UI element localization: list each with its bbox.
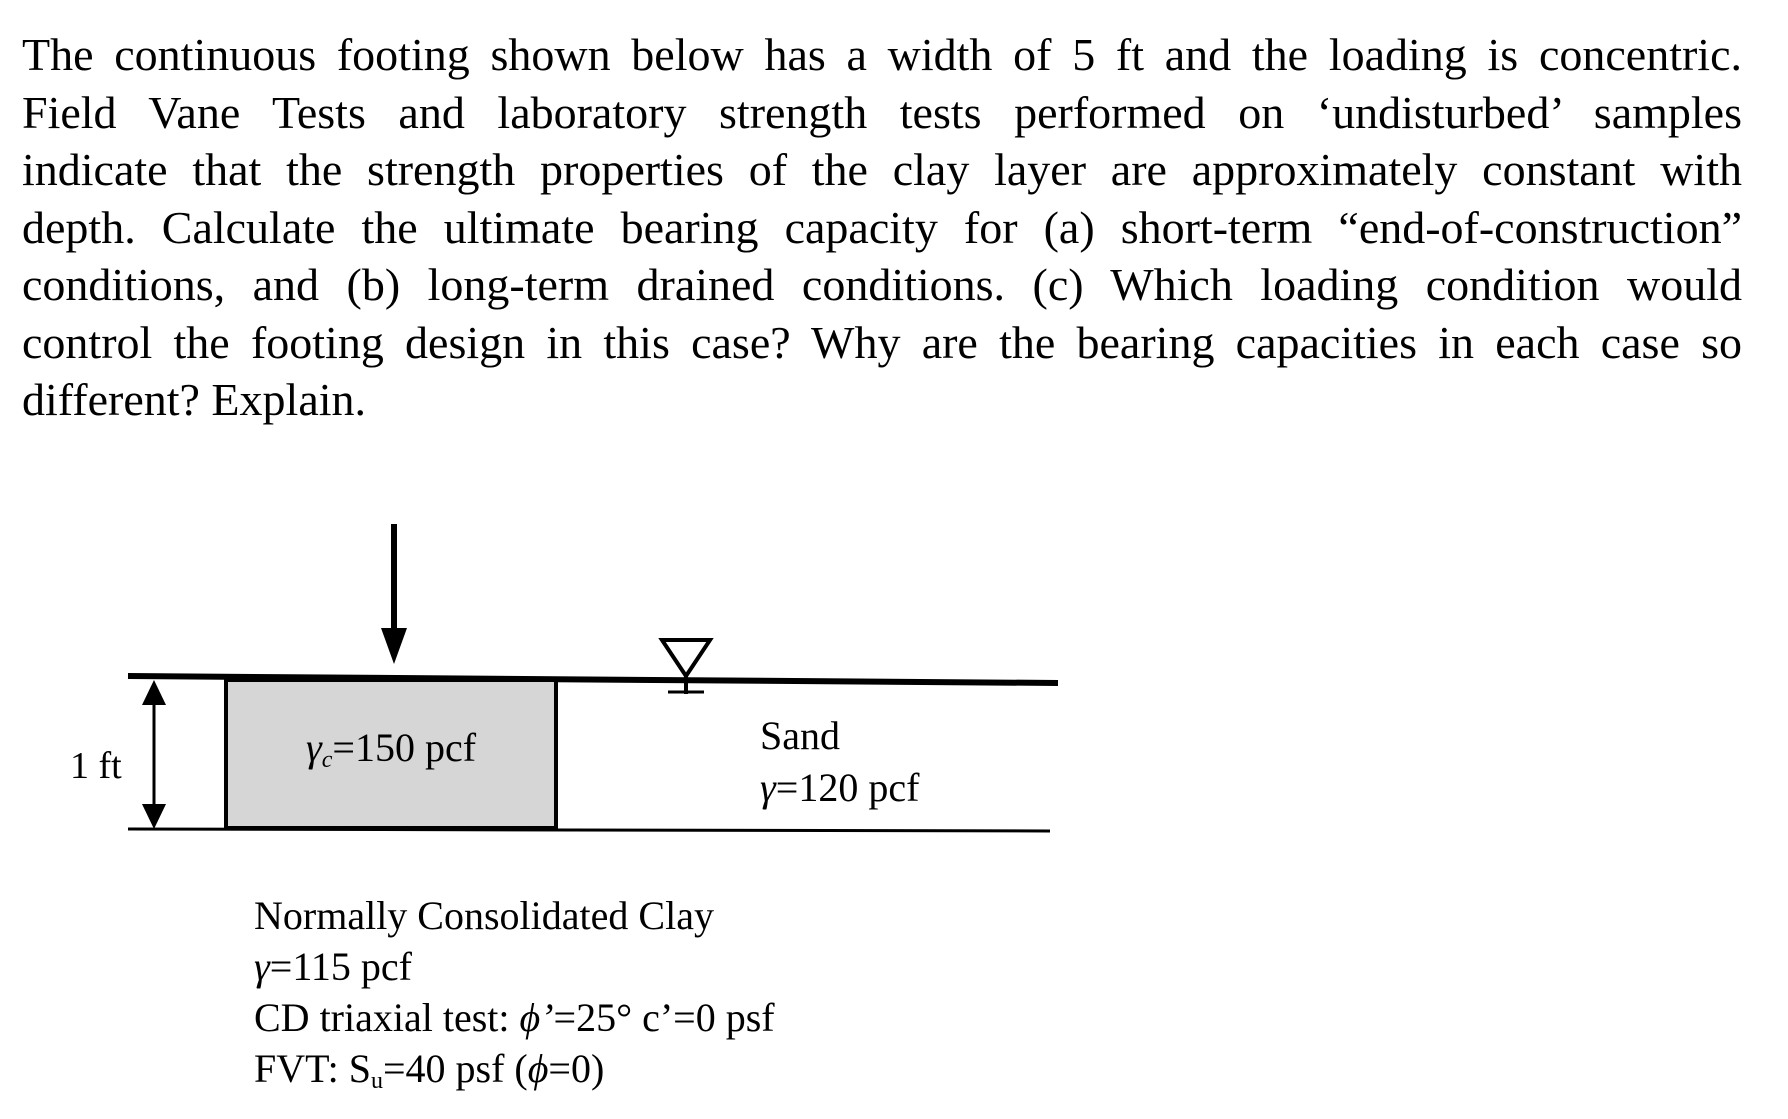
gamma-symbol: γ [306,725,322,770]
cd-triaxial-values: =25° c’=0 psf [553,995,775,1040]
problem-line: control the footing design in this case? Why are the bearing capacities in each case so [22,316,1742,368]
sand-unit-weight-label [760,764,919,812]
sand-label: Sand [760,713,840,758]
footing-unit-weight-label [306,724,476,784]
cd-triaxial-result [254,992,775,1043]
fvt-end: =0) [548,1046,605,1091]
problem-line: different? Explain. [22,374,367,425]
problem-line: conditions, and (b) long-term drained conditions. (c) Which loading condition would [22,259,1742,310]
problem-line: depth. Calculate the ultimate bearing capacity for (a) short-term “end-of-construction” [22,201,1742,253]
fvt-prefix: FVT: S [254,1046,371,1091]
problem-line: The continuous footing shown below has a width of 5 ft and the loading is concentric. [22,29,1742,80]
depth-label: 1 ft [70,745,122,787]
load-arrow-icon [381,524,407,664]
phi-symbol: ϕ’ [519,995,554,1040]
clay-title: Normally Consolidated Clay [254,893,714,938]
clay-unit-weight-value: =115 pcf [269,944,412,989]
water-table-icon [662,640,710,694]
problem-line: Field Vane Tests and laboratory strength tests performed on ‘undisturbed’ samples [22,86,1742,138]
problem-line: indicate that the strength properties of the clay layer are approximately constant with [22,144,1742,195]
fvt-value: =40 psf ( [382,1046,528,1091]
gamma-subscript: c [321,747,333,773]
footing-unit-weight-value: =150 pcf [332,725,477,770]
gamma-symbol: γ [254,944,270,989]
phi-symbol: ϕ [527,1046,549,1091]
gamma-symbol: γ [760,765,776,810]
depth-dimension-arrow-icon [142,680,166,829]
cd-triaxial-prefix: CD triaxial test: [254,995,520,1040]
sand-unit-weight-value: =120 pcf [775,765,920,810]
clay-unit-weight [254,941,775,992]
clay-properties [254,890,775,1107]
fvt-result [254,1043,775,1107]
fvt-subscript: u [370,1068,383,1094]
